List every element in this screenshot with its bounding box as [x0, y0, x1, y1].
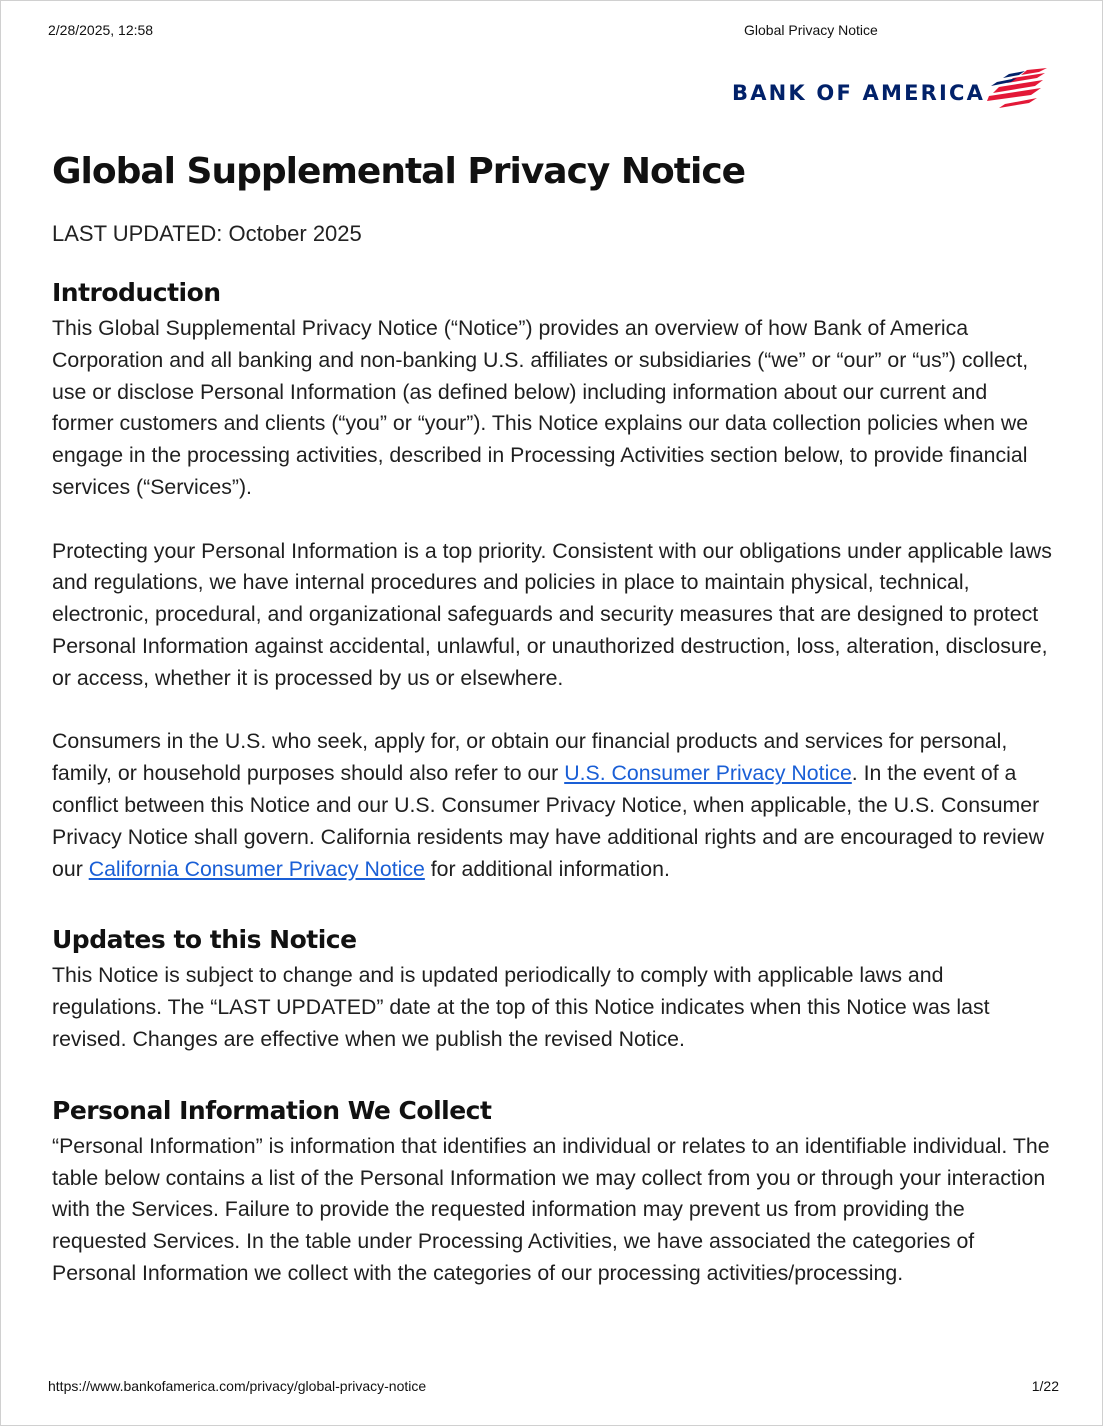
introduction-paragraph-2: Protecting your Personal Information is a top priority. Consistent with our obligations under applicable laws and regulations, we have internal procedures and policies in place to maintain physical, technical, electronic, procedural, and organizational safeguards and security measures that are designed to protect Personal Information against accidental, unlawful, or unauthorized destruction, loss, alteration, disclosure, or access, whether it is processed by us or elsewhere.	[52, 538, 1052, 690]
section-heading-updates: Updates to this Notice	[52, 925, 357, 955]
page-number: 1/22	[1031, 1378, 1059, 1394]
print-footer	[48, 1378, 1059, 1396]
last-updated-date: LAST UPDATED: October 2025	[52, 221, 362, 246]
logo-wordmark: BANK OF AMERICA	[732, 81, 986, 105]
bank-of-america-logo[interactable]	[732, 68, 1062, 108]
print-header	[48, 22, 1059, 40]
paragraph-text: Consumers in the U.S. who seek, apply for, or obtain our financial products and services for personal, family, or household purposes should also refer to our	[52, 729, 1008, 786]
print-page-title: Global Privacy Notice	[744, 22, 878, 38]
paragraph-text: . In the event of a conflict between this Notice and our U.S. Consumer Privacy Notice, when applicable, the U.S. Consumer Privacy Notice shall govern. California residents may have additional rights and are encouraged to review our	[52, 761, 1045, 881]
updates-paragraph-1: This Notice is subject to change and is updated periodically to comply with applicable laws and regulations. The “LAST UPDATED” date at the top of this Notice indicates when this Notice was last revised. Changes are effective when we publish the revised Notice.	[52, 963, 990, 1051]
flag-icon	[987, 68, 1057, 108]
print-url: https://www.bankofamerica.com/privacy/global-privacy-notice	[48, 1378, 427, 1394]
paragraph-text: for additional information.	[424, 856, 670, 881]
introduction-paragraph-1: This Global Supplemental Privacy Notice (“Notice”) provides an overview of how Bank of America Corporation and all banking and non-banking U.S. affiliates or subsidiaries (“we” or “our” or “us”) collect, use or disclose Personal Information (as defined below) including information about our current and former customers and clients (“you” or “your”). This Notice explains our data collection policies when we engage in the processing activities, described in Processing Activities section below, to provide financial services (“Services”).	[52, 316, 1029, 499]
page-title: Global Supplemental Privacy Notice	[52, 151, 746, 192]
print-datetime: 2/28/2025, 12:58	[48, 22, 154, 38]
document-content	[52, 148, 1052, 1290]
introduction-paragraph-3	[52, 726, 1052, 885]
us-consumer-privacy-notice-link[interactable]: U.S. Consumer Privacy Notice	[564, 761, 852, 786]
section-heading-introduction: Introduction	[52, 278, 221, 307]
personal-information-paragraph-1: “Personal Information” is information that identifies an individual or relates to an identifiable individual. The table below contains a list of the Personal Information we may collect from you or through your interaction with the Services. Failure to provide the requested information may prevent us from providing the requested Services. In the table under Processing Activities, we have associated the categories of Personal Information we collect with the categories of our processing activities/processing.	[52, 1133, 1050, 1285]
section-heading-personal-information: Personal Information We Collect	[52, 1095, 492, 1125]
california-consumer-privacy-notice-link[interactable]: California Consumer Privacy Notice	[88, 856, 425, 881]
